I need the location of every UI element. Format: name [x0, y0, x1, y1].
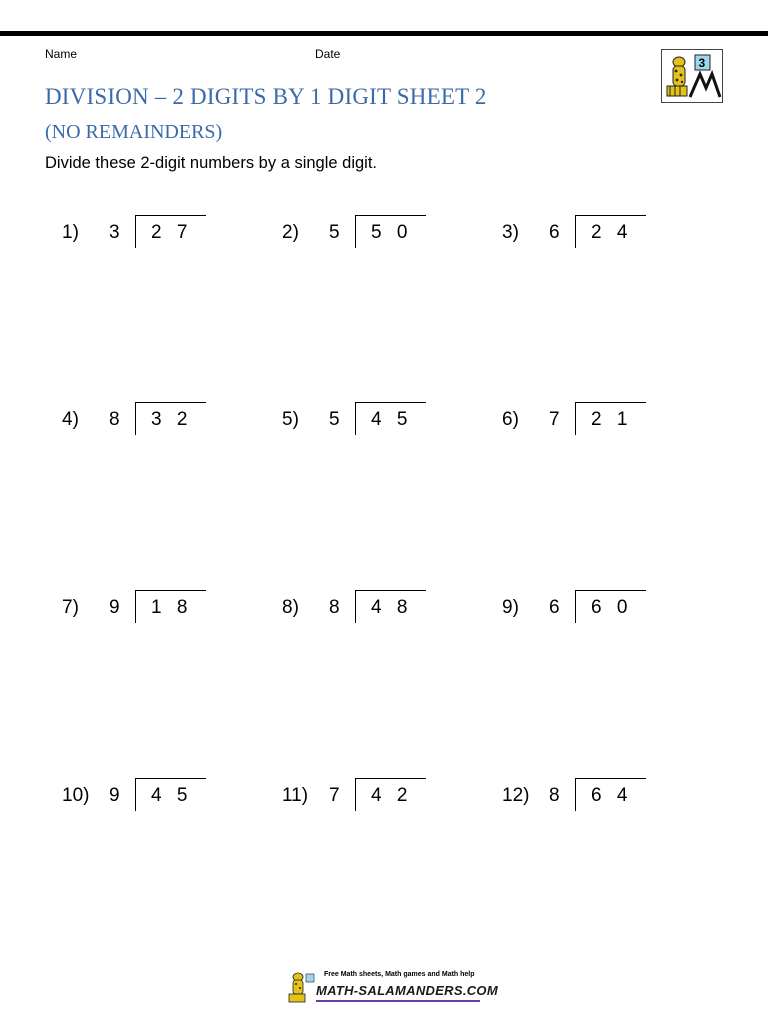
divisor: 5	[329, 222, 340, 243]
salamander-icon	[667, 57, 687, 96]
division-problem	[282, 215, 432, 251]
dividend: 6 4	[591, 785, 628, 806]
problem-number: 8)	[282, 597, 299, 618]
dividend: 4 5	[371, 409, 408, 430]
division-problem	[282, 590, 432, 626]
dividend: 4 8	[371, 597, 408, 618]
problem-number: 10)	[62, 785, 90, 806]
footer-underline	[316, 1000, 480, 1002]
divisor: 7	[549, 409, 560, 430]
division-problem	[502, 215, 652, 251]
division-problem	[62, 590, 212, 626]
divisor: 8	[109, 409, 120, 430]
problem-number: 11)	[282, 785, 309, 806]
division-problem	[502, 402, 652, 438]
dividend: 2 7	[151, 222, 188, 243]
division-problem	[502, 590, 652, 626]
instructions: Divide these 2-digit numbers by a single digit.	[45, 154, 378, 172]
dividend: 4 5	[151, 785, 188, 806]
problem-number: 3)	[502, 222, 519, 243]
problem-number: 7)	[62, 597, 79, 618]
math-salamanders-logo	[661, 49, 723, 103]
top-rule	[0, 31, 768, 36]
problem-number: 1)	[62, 222, 79, 243]
dividend: 2 1	[591, 409, 628, 430]
worksheet-title: DIVISION – 2 DIGITS BY 1 DIGIT SHEET 2	[45, 84, 487, 109]
divisor: 9	[109, 785, 120, 806]
divisor: 6	[549, 222, 560, 243]
division-problem	[62, 778, 212, 814]
divisor: 9	[109, 597, 120, 618]
division-problem	[282, 402, 432, 438]
footer-site-name: MATH-SALAMANDERS.COM	[316, 983, 498, 998]
divisor: 7	[329, 785, 340, 806]
divisor: 8	[329, 597, 340, 618]
logo-badge-number: 3	[698, 56, 706, 70]
division-problem	[62, 402, 212, 438]
divisor: 5	[329, 409, 340, 430]
division-problem	[502, 778, 652, 814]
dividend: 3 2	[151, 409, 188, 430]
date-label: Date	[315, 47, 341, 61]
footer-tagline: Free Math sheets, Math games and Math help	[324, 971, 475, 978]
problem-number: 4)	[62, 409, 79, 430]
salamander-icon	[286, 970, 316, 1004]
worksheet-subtitle: (NO REMAINDERS)	[45, 121, 223, 143]
footer-logo	[286, 968, 498, 1006]
problem-number: 6)	[502, 409, 519, 430]
dividend: 1 8	[151, 597, 188, 618]
problem-number: 5)	[282, 409, 299, 430]
dividend: 2 4	[591, 222, 628, 243]
dividend: 6 0	[591, 597, 628, 618]
division-problem	[62, 215, 212, 251]
name-label: Name	[45, 47, 78, 61]
dividend: 4 2	[371, 785, 408, 806]
problem-number: 9)	[502, 597, 519, 618]
problem-number: 2)	[282, 222, 299, 243]
division-problem	[282, 778, 432, 814]
divisor: 6	[549, 597, 560, 618]
divisor: 8	[549, 785, 560, 806]
dividend: 5 0	[371, 222, 408, 243]
problem-number: 12)	[502, 785, 530, 806]
divisor: 3	[109, 222, 120, 243]
